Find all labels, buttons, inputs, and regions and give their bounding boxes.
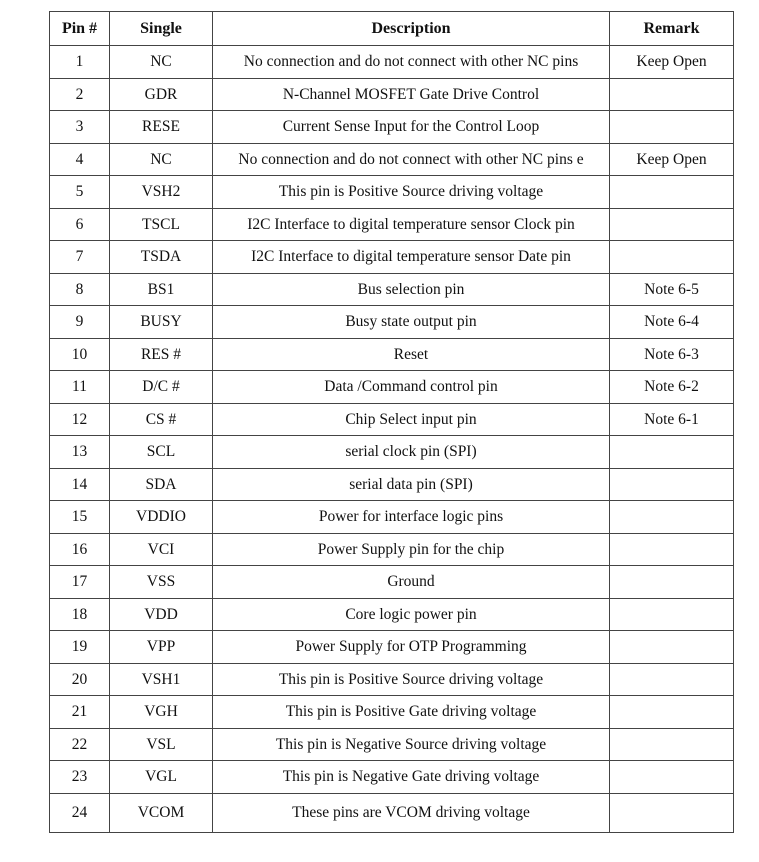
cell-description: No connection and do not connect with other NC pins [213,46,610,79]
cell-remark: Note 6-4 [610,306,734,339]
table-body [50,46,734,833]
cell-signal: VCI [110,533,213,566]
cell-pin: 6 [50,208,110,241]
table-row [50,793,734,832]
cell-description: Current Sense Input for the Control Loop [213,111,610,144]
cell-remark [610,663,734,696]
cell-pin: 21 [50,696,110,729]
cell-pin: 11 [50,371,110,404]
cell-signal: VSH1 [110,663,213,696]
cell-description: Power Supply for OTP Programming [213,631,610,664]
table-row [50,176,734,209]
table-row [50,241,734,274]
cell-pin: 7 [50,241,110,274]
cell-remark [610,631,734,664]
cell-signal: VGH [110,696,213,729]
cell-remark [610,728,734,761]
table-row [50,468,734,501]
cell-remark [610,761,734,794]
cell-signal: VSH2 [110,176,213,209]
table-row [50,566,734,599]
cell-signal: VDDIO [110,501,213,534]
header-pin: Pin # [50,12,110,46]
table-row [50,208,734,241]
header-description: Description [213,12,610,46]
cell-description: These pins are VCOM driving voltage [213,793,610,832]
cell-pin: 20 [50,663,110,696]
cell-remark: Note 6-2 [610,371,734,404]
cell-remark [610,533,734,566]
cell-remark [610,696,734,729]
pin-definition-table [49,11,734,833]
cell-description: This pin is Positive Source driving voltage [213,663,610,696]
cell-pin: 2 [50,78,110,111]
cell-remark [610,793,734,832]
cell-signal: VSS [110,566,213,599]
cell-signal: SCL [110,436,213,469]
cell-pin: 19 [50,631,110,664]
table-row [50,631,734,664]
cell-pin: 5 [50,176,110,209]
cell-description: Ground [213,566,610,599]
cell-description: This pin is Positive Source driving voltage [213,176,610,209]
cell-signal: VSL [110,728,213,761]
cell-remark [610,598,734,631]
cell-description: Bus selection pin [213,273,610,306]
cell-signal: NC [110,143,213,176]
table-row [50,501,734,534]
cell-description: This pin is Positive Gate driving voltage [213,696,610,729]
table-row [50,663,734,696]
cell-remark [610,78,734,111]
cell-pin: 3 [50,111,110,144]
cell-description: N-Channel MOSFET Gate Drive Control [213,78,610,111]
cell-remark [610,501,734,534]
cell-pin: 23 [50,761,110,794]
cell-remark [610,436,734,469]
cell-signal: SDA [110,468,213,501]
cell-description: Reset [213,338,610,371]
cell-signal: BUSY [110,306,213,339]
table-header-row [50,12,734,46]
cell-description: Power Supply pin for the chip [213,533,610,566]
table-row [50,306,734,339]
cell-pin: 8 [50,273,110,306]
cell-description: Power for interface logic pins [213,501,610,534]
cell-remark: Note 6-3 [610,338,734,371]
cell-signal: VDD [110,598,213,631]
table-row [50,78,734,111]
table-row [50,598,734,631]
cell-description: I2C Interface to digital temperature sensor Date pin [213,241,610,274]
cell-signal: VCOM [110,793,213,832]
cell-description: Busy state output pin [213,306,610,339]
cell-signal: RES # [110,338,213,371]
table-row [50,143,734,176]
cell-pin: 15 [50,501,110,534]
cell-remark [610,208,734,241]
cell-signal: CS # [110,403,213,436]
cell-remark [610,241,734,274]
cell-description: serial clock pin (SPI) [213,436,610,469]
table-row [50,761,734,794]
table-row [50,46,734,79]
cell-remark [610,566,734,599]
cell-remark: Keep Open [610,143,734,176]
cell-pin: 24 [50,793,110,832]
table-row [50,436,734,469]
cell-signal: D/C # [110,371,213,404]
cell-pin: 22 [50,728,110,761]
cell-pin: 16 [50,533,110,566]
cell-description: Core logic power pin [213,598,610,631]
cell-signal: GDR [110,78,213,111]
table-row [50,533,734,566]
cell-signal: BS1 [110,273,213,306]
cell-pin: 9 [50,306,110,339]
cell-description: This pin is Negative Source driving voltage [213,728,610,761]
header-signal: Single [110,12,213,46]
table-row [50,696,734,729]
cell-description: No connection and do not connect with other NC pins e [213,143,610,176]
cell-pin: 1 [50,46,110,79]
cell-remark: Keep Open [610,46,734,79]
cell-remark: Note 6-5 [610,273,734,306]
cell-description: This pin is Negative Gate driving voltage [213,761,610,794]
table-row [50,273,734,306]
cell-pin: 4 [50,143,110,176]
cell-pin: 12 [50,403,110,436]
cell-description: Chip Select input pin [213,403,610,436]
cell-signal: TSCL [110,208,213,241]
table-row [50,371,734,404]
table-row [50,338,734,371]
cell-pin: 10 [50,338,110,371]
cell-description: Data /Command control pin [213,371,610,404]
cell-pin: 18 [50,598,110,631]
cell-pin: 14 [50,468,110,501]
cell-signal: VGL [110,761,213,794]
table-row [50,728,734,761]
cell-remark: Note 6-1 [610,403,734,436]
cell-signal: NC [110,46,213,79]
cell-signal: VPP [110,631,213,664]
cell-pin: 17 [50,566,110,599]
cell-description: serial data pin (SPI) [213,468,610,501]
cell-pin: 13 [50,436,110,469]
cell-remark [610,176,734,209]
table-row [50,111,734,144]
cell-description: I2C Interface to digital temperature sensor Clock pin [213,208,610,241]
cell-remark [610,468,734,501]
table-row [50,403,734,436]
cell-signal: TSDA [110,241,213,274]
header-remark: Remark [610,12,734,46]
cell-remark [610,111,734,144]
cell-signal: RESE [110,111,213,144]
